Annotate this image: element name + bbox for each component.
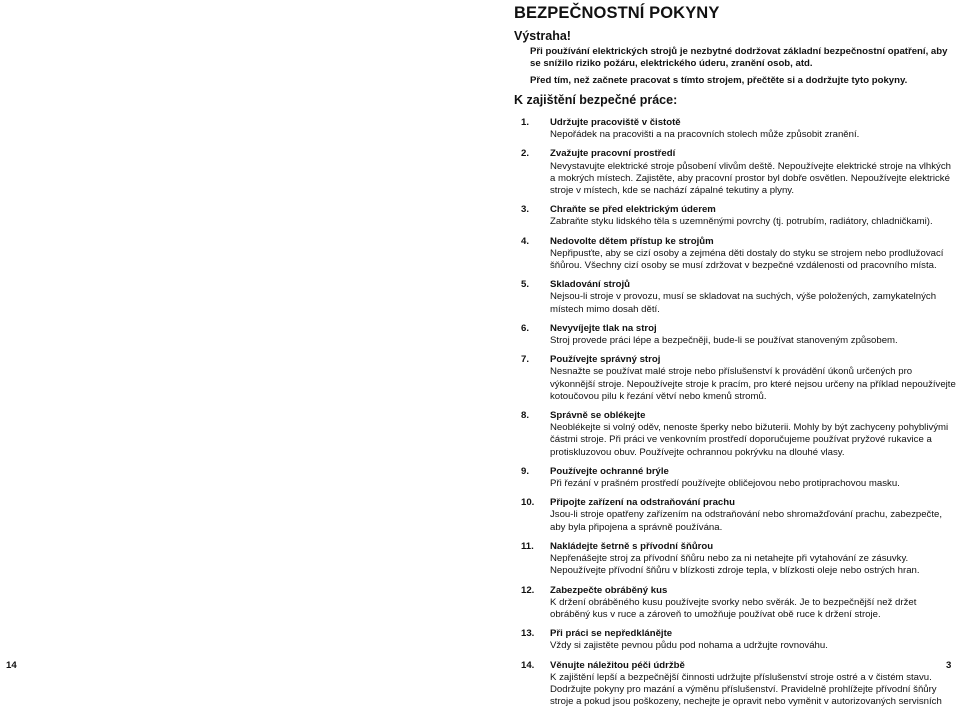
list-item — [514, 117, 958, 141]
warning-paragraph: Před tím, než začnete pracovat s tímto strojem, přečtěte si a dodržujte tyto pokyny. — [530, 75, 908, 86]
list-item — [514, 660, 958, 709]
item-title: Chraňte se před elektrickým úderem — [550, 204, 716, 216]
item-text: Nesnažte se používat malé stroje nebo příslušenství k provádění úkonů určených pro výkonnější stroje. Nepoužívejte stroje k pracím, pro které nejsou určeny na příklad nepoužívejte kotoučovou pilu k řezání větví nebo kmenů stromů. — [550, 366, 956, 402]
list-item — [514, 628, 958, 652]
item-title: Nedovolte dětem přístup ke strojům — [550, 235, 714, 247]
item-text: Zabraňte styku lidského těla s uzemněnými povrchy (tj. potrubím, radiátory, chladničkami). — [550, 216, 933, 228]
item-number: 6. — [521, 322, 530, 334]
list-item — [514, 204, 958, 228]
item-text: Neoblékejte si volný oděv, nenoste šperky nebo bižuterii. Mohly by být zachyceny pohyblivými částmi stroje. Při práci ve venkovním prostředí doporučujeme používat pryžové rukavice a protiskluzovou obuv. Používejte ochrannou pokrývku na dlouhé vlasy. — [550, 422, 949, 458]
item-title: Při práci se nepředklánějte — [550, 628, 673, 640]
item-text: Vždy si zajistěte pevnou půdu pod nohama a udržujte rovnováhu. — [550, 640, 828, 652]
item-title: Zvažujte pracovní prostředí — [550, 148, 676, 160]
item-number: 4. — [521, 235, 530, 247]
item-title: Skladování strojů — [550, 279, 630, 291]
item-number: 11. — [521, 540, 534, 552]
item-number: 7. — [521, 354, 530, 366]
item-number: 2. — [521, 148, 530, 160]
safety-instructions — [514, 2, 958, 715]
list-item — [514, 541, 958, 578]
list-item — [514, 323, 958, 347]
item-title: Používejte ochranné brýle — [550, 465, 669, 477]
item-number: 13. — [521, 628, 535, 640]
warning-heading: Výstraha! — [514, 29, 571, 43]
warning-paragraph: Při používání elektrických strojů je nezbytné dodržovat základní bezpečnostní opatření, aby se snížilo riziko požáru, elektrického úderu, zranění osob, atd. — [530, 46, 948, 69]
item-text: Nepořádek na pracovišti a na pracovních stolech může způsobit zranění. — [550, 129, 860, 141]
section-heading: K zajištění bezpečné práce: — [514, 93, 678, 107]
list-item — [514, 354, 958, 403]
list-item — [514, 148, 958, 197]
item-text: Stroj provede práci lépe a bezpečněji, bude-li se používat stanoveným způsobem. — [550, 335, 898, 347]
item-title: Zabezpečte obráběný kus — [550, 584, 668, 596]
item-number: 9. — [521, 465, 530, 477]
item-text: Nepřenášejte stroj za přívodní šňůru nebo za ni netahejte při vytahování ze zásuvky. Nepoužívejte přívodní šňůru v blízkosti zdroje tepla, v blízkosti oleje nebo ostrých hran. — [550, 553, 920, 577]
item-number: 1. — [521, 117, 530, 128]
item-number: 14. — [521, 659, 535, 671]
item-number: 10. — [521, 497, 535, 509]
list-item — [514, 497, 958, 534]
item-text: Při řezání v prašném prostředí používejte obličejovou nebo protiprachovou masku. — [550, 478, 900, 490]
item-text: K držení obráběného kusu používejte svorky nebo svěrák. Je to bezpečnější než držet obráběný kus v ruce a zároveň to umožňuje používat obě ruce k držení stroje. — [550, 596, 917, 620]
item-title: Používejte správný stroj — [550, 354, 661, 366]
list-item — [514, 236, 958, 273]
list-item — [514, 279, 958, 316]
item-title: Nakládejte šetrně s přívodní šňůrou — [550, 540, 714, 552]
item-text: K zajištění lepší a bezpečnější činnosti udržujte příslušenství stroje ostré a v čistém stavu. Dodržujte pokyny pro mazání a výměnu příslušenství. Pravidelně prohlížejte přívodní šňůry stroje a pokud jsou poškozeny, nechejte je opravit nebo vyměnit v autorizovaných servisních — [550, 671, 942, 708]
list-item — [514, 585, 958, 622]
list-item — [514, 466, 958, 490]
item-title: Udržujte pracoviště v čistotě — [550, 117, 681, 128]
item-text: Jsou-li stroje opatřeny zařízením na odstraňování nebo shromažďování prachu, zabezpečte, aby byla připojena a správně používána. — [550, 509, 942, 533]
item-number: 3. — [521, 204, 530, 216]
item-title: Nevyvíjejte tlak na stroj — [550, 322, 657, 334]
item-title: Správně se oblékejte — [550, 410, 646, 422]
item-title: Věnujte náležitou péči údržbě — [550, 659, 685, 671]
page-number-left: 14 — [6, 660, 17, 671]
page-number-right: 3 — [946, 660, 952, 671]
item-text: Nevystavujte elektrické stroje působení vlivům deště. Nepoužívejte elektrické stroje na vlhkých a mokrých místech. Zajistěte, aby pracovní prostor byl dobře osvětlen. Nepoužívejte elektrické stroje v místech, kde se nachází zápalné tekutiny a plyny. — [550, 160, 951, 197]
safety-list — [514, 117, 958, 708]
list-item — [514, 410, 958, 459]
page-title: BEZPEČNOSTNÍ POKYNY — [514, 4, 720, 22]
item-number: 12. — [521, 584, 535, 596]
item-number: 5. — [521, 279, 530, 291]
item-number: 8. — [521, 410, 530, 422]
item-title: Připojte zařízení na odstraňování prachu — [550, 497, 735, 509]
item-text: Nepřipusťte, aby se cizí osoby a zejména děti dostaly do styku se strojem nebo prodlužovací šňůrou. Všechny cizí osoby se musí zdržovat v bezpečné vzdálenosti od pracovního místa. — [550, 247, 944, 272]
item-text: Nejsou-li stroje v provozu, musí se skladovat na suchých, výše položených, zamykatelných místech mimo dosah dětí. — [550, 291, 937, 315]
